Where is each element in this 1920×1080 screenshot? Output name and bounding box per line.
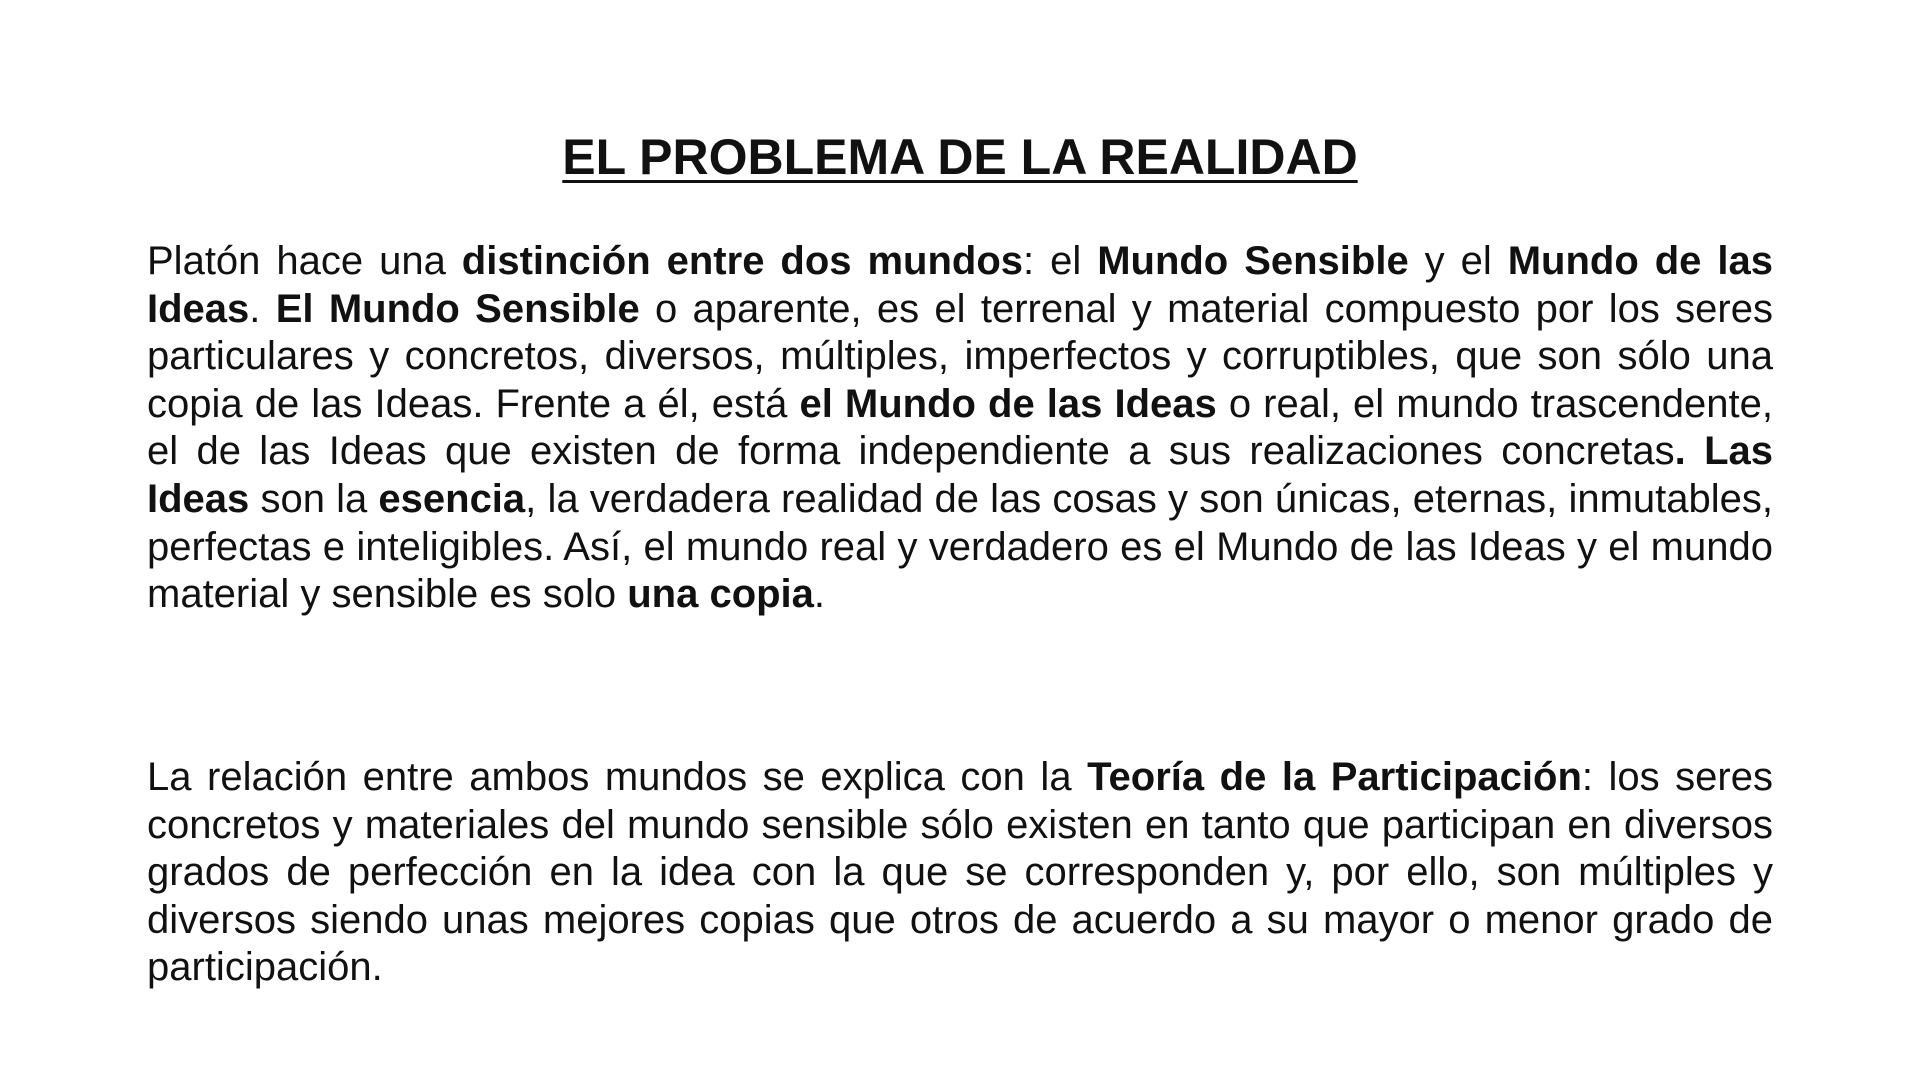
- bold-text-segment: distinción entre dos mundos: [461, 239, 1024, 283]
- bold-text-segment: Mundo Sensible: [1097, 239, 1409, 283]
- text-segment: , la verdadera realidad de las cosas y son únicas, eternas, inmutables, perfectas e inteligibles. Así, el mundo real y verdadero es el Mundo de las Ideas y el mundo material y sensible es solo: [147, 476, 1773, 617]
- text-segment: : el: [1023, 239, 1098, 283]
- bold-text-segment: esencia: [378, 476, 526, 521]
- text-segment: o aparente, es el terrenal y material compuesto por los seres particulares y concretos, diversos, múltiples, imperfectos y corruptibles, que son sólo una copia de las Ideas. Frente a él, está: [147, 286, 1773, 426]
- paragraph-two-worlds: [147, 238, 1773, 619]
- bold-text-segment: una copia: [627, 572, 814, 617]
- bold-text-segment: Mundo de las Ideas: [147, 239, 1773, 331]
- bold-text-segment: Teoría de la Participación: [1087, 755, 1582, 799]
- text-segment: y el: [1408, 239, 1508, 283]
- bold-text-segment: El Mundo Sensible: [275, 286, 640, 331]
- text-segment: La relación entre ambos mundos se explica con la: [147, 755, 1088, 799]
- paragraph-participation-theory: [147, 754, 1773, 992]
- page-title: EL PROBLEMA DE LA REALIDAD: [562, 129, 1358, 185]
- text-segment: son la: [249, 476, 379, 521]
- text-segment: o real, el mundo trascendente, el de las Ideas que existen de forma independiente a sus realizaciones concretas: [147, 381, 1774, 474]
- text-segment: Platón hace una: [147, 239, 462, 283]
- text-segment: .: [249, 286, 276, 331]
- bold-text-segment: el Mundo de las Ideas: [799, 381, 1217, 426]
- text-segment: : los seres concretos y materiales del mundo sensible sólo existen en tanto que participan en diversos grados de perfección en la idea con la que se corresponden y, por ello, son múltiples y diversos siendo unas mejores copias que otros de acuerdo a su mayor o menor grado de participación.: [147, 755, 1773, 990]
- text-segment: .: [813, 572, 826, 617]
- bold-text-segment: . Las Ideas: [147, 429, 1774, 521]
